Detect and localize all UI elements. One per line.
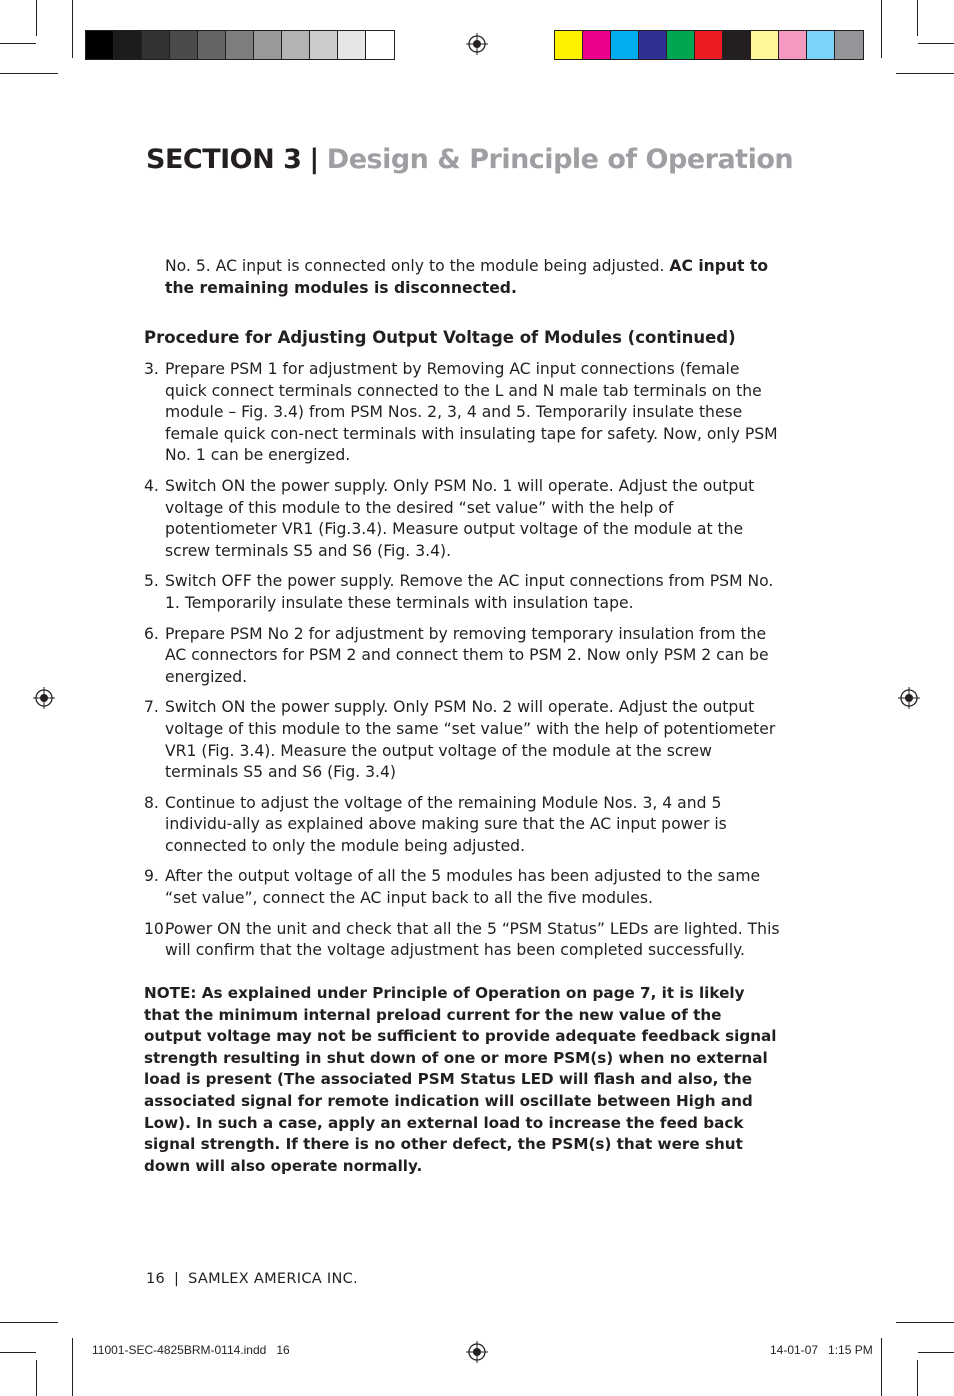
- color-swatch: [555, 31, 583, 59]
- slug-date-info: 14-01-07 1:15 PM: [770, 1343, 873, 1357]
- color-swatch: [835, 31, 863, 59]
- color-swatch: [695, 31, 723, 59]
- crop-mark: [36, 1360, 37, 1396]
- step-text: Continue to adjust the voltage of the remaining Module Nos. 3, 4 and 5 individu-ally as explained above making sure that the AC input power is connected to only the module being adjusted.: [165, 793, 727, 855]
- procedure-step: [144, 866, 784, 909]
- color-swatch: [723, 31, 751, 59]
- page-footer: [146, 1271, 358, 1287]
- color-swatch: [807, 31, 835, 59]
- crop-mark: [896, 73, 954, 74]
- step-number: 3.: [144, 360, 159, 378]
- process-color-bar: [554, 30, 864, 60]
- page-number: 16: [146, 1271, 166, 1287]
- procedure-step: [144, 919, 784, 962]
- registration-target-icon: [466, 1341, 488, 1363]
- step-number: 9.: [144, 867, 159, 886]
- section-subtitle: Design & Principle of Operation: [326, 144, 794, 175]
- procedure-step: [144, 476, 784, 562]
- step-number: 10.: [144, 919, 169, 938]
- procedure-step: [144, 359, 784, 467]
- procedure-step: [144, 571, 784, 614]
- gray-swatch: [366, 31, 394, 59]
- company-name: SAMLEX AMERICA INC.: [188, 1271, 358, 1287]
- crop-mark: [72, 1338, 73, 1396]
- crop-mark: [918, 1352, 954, 1353]
- crop-mark: [0, 1322, 58, 1323]
- section-separator: |: [309, 144, 319, 175]
- crop-mark: [881, 1338, 882, 1396]
- procedure-step: [144, 697, 784, 783]
- gray-swatch: [114, 31, 142, 59]
- crop-mark: [0, 1352, 36, 1353]
- step-text: Switch ON the power supply. Only PSM No. 2 will operate. Adjust the output voltage of this module to the same “set value” with the help of potentiometer VR1 (Fig. 3.4). Measure the output voltage of the module at the screw terminals S5 and S6 (Fig. 3.4): [165, 698, 776, 782]
- intro-text: No. 5. AC input is connected only to the module being adjusted.: [165, 257, 670, 275]
- registration-target-icon: [898, 687, 920, 709]
- crop-mark: [918, 43, 954, 44]
- gray-swatch: [142, 31, 170, 59]
- gray-swatch: [282, 31, 310, 59]
- slug-file-info: 11001-SEC-4825BRM-0114.indd 16: [92, 1343, 290, 1357]
- step-text: Power ON the unit and check that all the 5 “PSM Status” LEDs are lighted. This will confirm that the voltage adjustment has been completed successfully.: [165, 919, 780, 960]
- color-swatch: [639, 31, 667, 59]
- intro-bold-text: AC input to the remaining modules is disconnected.: [165, 257, 769, 297]
- gray-swatch: [254, 31, 282, 59]
- step-number: 6.: [144, 624, 159, 643]
- gray-swatch: [198, 31, 226, 59]
- grayscale-color-bar: [85, 30, 395, 60]
- crop-mark: [0, 43, 36, 44]
- procedure-heading: Procedure for Adjusting Output Voltage of Modules (continued): [144, 328, 736, 347]
- step-text: Prepare PSM 1 for adjustment by Removing AC input connections (female quick connect terminals connected to the L and N male tab terminals on the module – Fig. 3.4) from PSM Nos. 2, 3, 4 and 5. Temporarily insulate these female quick con-nect terminals with insulating tape for safety. Now, only PSM No. 1 can be energized.: [165, 360, 778, 465]
- gray-swatch: [170, 31, 198, 59]
- gray-swatch: [86, 31, 114, 59]
- step-text: After the output voltage of all the 5 modules has been adjusted to the same “set value”, connect the AC input back to all the five modules.: [165, 867, 761, 908]
- crop-mark: [917, 1360, 918, 1396]
- color-swatch: [667, 31, 695, 59]
- step-number: 7.: [144, 698, 159, 717]
- step-text: Switch ON the power supply. Only PSM No. 1 will operate. Adjust the output voltage of this module to the desired “set value” with the help of potentiometer VR1 (Fig.3.4). Measure output voltage of the module at the screw terminals S5 and S6 (Fig. 3.4).: [165, 476, 755, 560]
- section-title: [146, 144, 793, 175]
- step-text: Prepare PSM No 2 for adjustment by removing temporary insulation from the AC connectors for PSM 2 and connect them to PSM 2. Now only PSM 2 can be energized.: [165, 624, 769, 686]
- color-swatch: [751, 31, 779, 59]
- color-swatch: [779, 31, 807, 59]
- color-swatch: [611, 31, 639, 59]
- procedure-steps-list: [144, 359, 784, 971]
- gray-swatch: [310, 31, 338, 59]
- crop-mark: [72, 0, 73, 58]
- registration-target-icon: [33, 687, 55, 709]
- gray-swatch: [338, 31, 366, 59]
- step-number: 5.: [144, 572, 159, 591]
- step-number: 4.: [144, 476, 159, 495]
- section-label: SECTION 3: [146, 144, 302, 175]
- color-swatch: [583, 31, 611, 59]
- gray-swatch: [226, 31, 254, 59]
- note-paragraph: NOTE: As explained under Principle of Operation on page 7, it is likely that the minimum internal preload current for the new value of the output voltage may not be sufficient to provide adequate feedback signal strength resulting in shut down of one or more PSM(s) when no external load is present (The associated PSM Status LED will flash and also, the associated signal for remote indication will oscillate between High and Low). In such a case, apply an external load to increase the feed back signal strength. If there is no other defect, the PSM(s) that were shut down will also operate normally.: [144, 984, 777, 1175]
- crop-mark: [0, 73, 58, 74]
- intro-paragraph: [165, 256, 780, 299]
- crop-mark: [36, 0, 37, 36]
- step-text: Switch OFF the power supply. Remove the AC input connections from PSM No. 1. Temporarily insulate these terminals with insulation tape.: [165, 572, 774, 612]
- registration-target-icon: [466, 33, 488, 55]
- procedure-step: [144, 624, 784, 689]
- crop-mark: [896, 1322, 954, 1323]
- crop-mark: [917, 0, 918, 36]
- footer-separator: |: [173, 1271, 180, 1287]
- crop-mark: [881, 0, 882, 58]
- procedure-step: [144, 793, 784, 858]
- step-number: 8.: [144, 793, 159, 812]
